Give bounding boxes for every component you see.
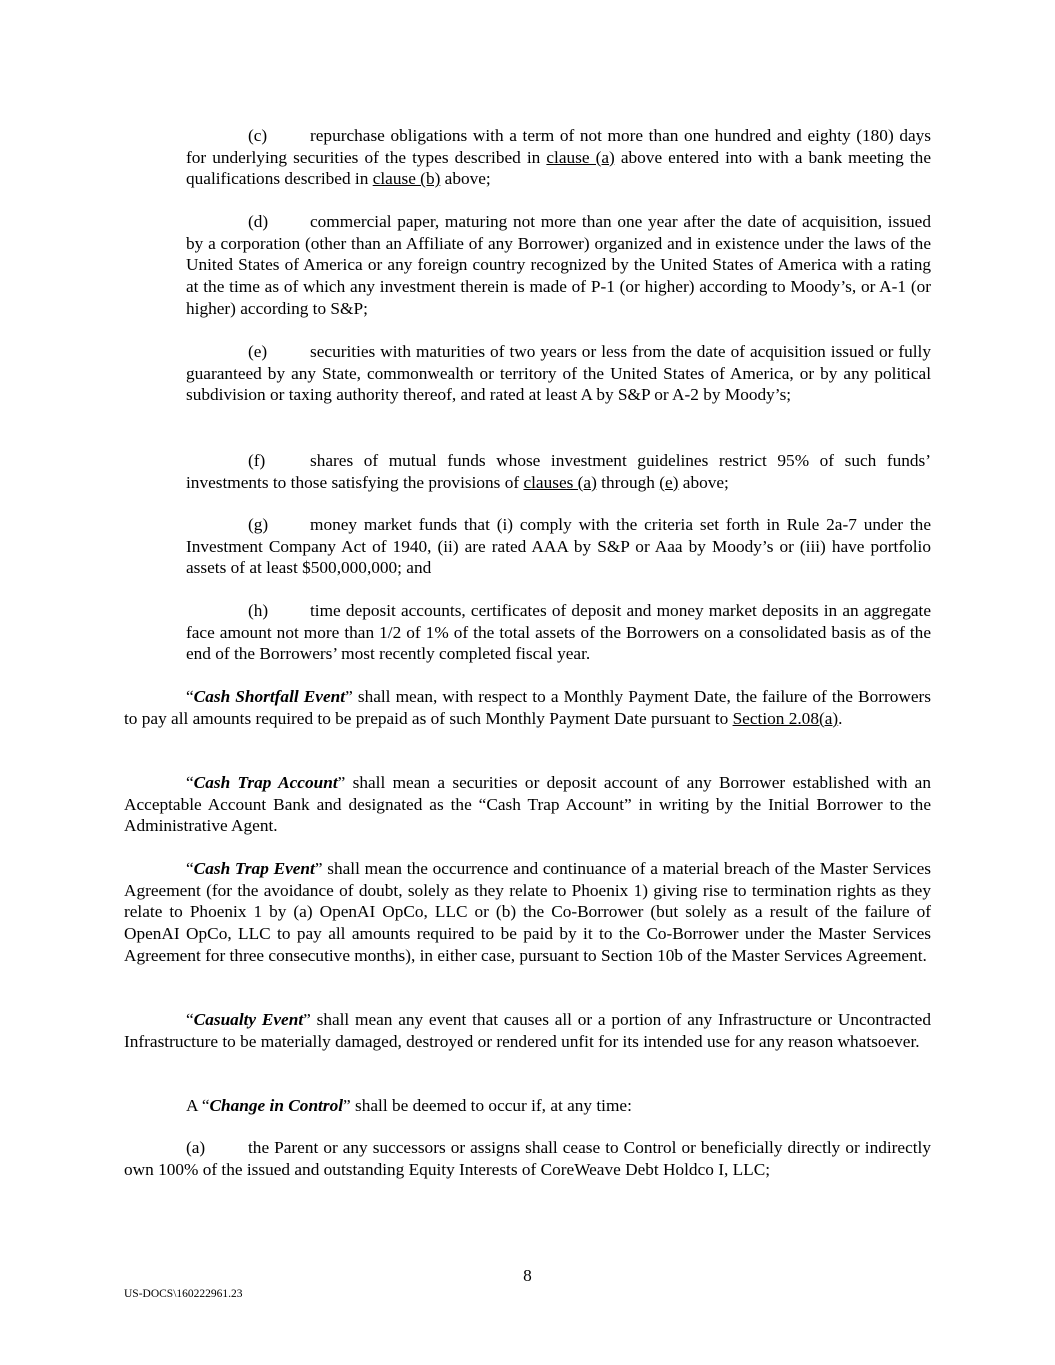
item-text: above; xyxy=(440,169,491,189)
defined-term: Change in Control xyxy=(209,1096,344,1115)
clause-b-ref: clause (b) xyxy=(372,169,441,189)
section-ref: Section 2.08(a) xyxy=(732,708,839,728)
item-text: repurchase obligations with a term of not more than one hundred and eighty (180) days for underlying securities of the types described in xyxy=(186,126,931,167)
quote-open: “ xyxy=(186,687,194,706)
definition-text: ” shall mean, with respect to a Monthly Payment Date, the failure of the Borrowers to pay all amounts required to be prepaid as of such Monthly Payment Date pursuant to xyxy=(124,687,931,728)
item-text: securities with maturities of two years or less from the date of acquisition issued or fully guaranteed by any State, commonwealth or territory of the United States of America, or by any political subdivision or taxing authority thereof, and rated at least A by S&P or A-2 by Moody’s; xyxy=(186,342,931,405)
defined-term: Cash Trap Account xyxy=(193,773,338,792)
item-d xyxy=(186,211,931,320)
definition-text: ” shall be deemed to occur if, at any time: xyxy=(343,1096,632,1115)
item-text: money market funds that (i) comply with the criteria set forth in Rule 2a-7 under the Investment Company Act of 1940, (ii) are rated AAA by S&P or Aaa by Moody’s or (iii) have portfolio assets of at least $500,000,000; and xyxy=(186,515,931,578)
item-label: (g) xyxy=(248,515,269,534)
definition-change-in-control xyxy=(124,1095,931,1117)
item-label: (e) xyxy=(248,342,268,361)
definition-text: ” shall mean any event that causes all or a portion of any Infrastructure or Uncontracted Infrastructure to be materially damaged, destroyed or rendered unfit for its intended use for any reason whatsoever. xyxy=(124,1010,931,1051)
item-text: the Parent or any successors or assigns shall cease to Control or beneficially directly or indirectly own 100% of the issued and outstanding Equity Interests of CoreWeave Debt Holdco I, LLC; xyxy=(124,1138,931,1179)
clauses-a-ref: clauses (a) xyxy=(523,472,597,492)
definition-cash-trap-account xyxy=(124,772,931,837)
quote-open: “ xyxy=(186,773,194,792)
defined-term: Cash Shortfall Event xyxy=(193,687,346,706)
item-f xyxy=(186,450,931,493)
item-g xyxy=(186,514,931,579)
quote-open: “ xyxy=(186,859,194,878)
quote-open: “ xyxy=(186,1010,194,1029)
clause-e-ref: (e) xyxy=(659,472,679,492)
definition-text: ” shall mean the occurrence and continuance of a material breach of the Master Services Agreement (for the avoidance of doubt, solely as they relate to Phoenix 1) giving rise to termination rights as they relate to Phoenix 1 by (a) OpenAI OpCo, LLC or (b) the Co-Borrower (but solely as a result of the failure of OpenAI OpCo, LLC to pay all amounts required to be paid by it to the Co-Borrower under the Master Services Agreement for three consecutive months), in either case, pursuant to Section 10b of the Master Services Agreement. xyxy=(124,859,931,965)
item-label: (c) xyxy=(248,126,268,145)
clause-a-ref: clause (a) xyxy=(546,147,615,167)
defined-term: Casualty Event xyxy=(193,1010,304,1029)
item-e xyxy=(186,341,931,406)
item-text: time deposit accounts, certificates of deposit and money market deposits in an aggregate face amount not more than 1/2 of 1% of the total assets of the Borrowers on a consolidated basis as of the end of the Borrowers’ most recently completed fiscal year. xyxy=(186,601,931,664)
item-h xyxy=(186,600,931,665)
change-in-control-item-a xyxy=(124,1137,931,1180)
item-text: above entered into with a bank meeting the qualifications described in xyxy=(186,147,931,189)
item-text: shares of mutual funds whose investment guidelines restrict 95% of such funds’ investments to those satisfying the provisions of xyxy=(186,451,931,492)
item-label: (d) xyxy=(248,212,269,231)
item-label: (h) xyxy=(248,601,269,620)
definition-cash-trap-event xyxy=(124,858,931,967)
definition-text: . xyxy=(838,708,843,728)
quote-open: A “ xyxy=(186,1096,210,1115)
item-label: (f) xyxy=(248,451,266,470)
item-label: (a) xyxy=(186,1138,206,1157)
item-text: through xyxy=(596,472,660,492)
defined-term: Cash Trap Event xyxy=(193,859,315,878)
definition-text: ” shall mean a securities or deposit account of any Borrower established with an Acceptable Account Bank and designated as the “Cash Trap Account” in writing by the Initial Borrower to the Administrative Agent. xyxy=(124,773,931,836)
item-text: commercial paper, maturing not more than one year after the date of acquisition, issued by a corporation (other than an Affiliate of any Borrower) organized and in existence under the laws of the United States of America or any foreign country recognized by the United States of America with a rating at the time as of which any investment therein is made of P-1 (or higher) according to Moody’s, or A-1 (or higher) according to S&P; xyxy=(186,212,931,318)
definition-casualty-event xyxy=(124,1009,931,1052)
item-text: above; xyxy=(678,472,729,492)
definition-cash-shortfall-event xyxy=(124,686,931,729)
page-number: 8 xyxy=(523,1266,532,1285)
item-c xyxy=(186,125,931,190)
document-id: US-DOCS\160222961.23 xyxy=(124,1288,243,1300)
